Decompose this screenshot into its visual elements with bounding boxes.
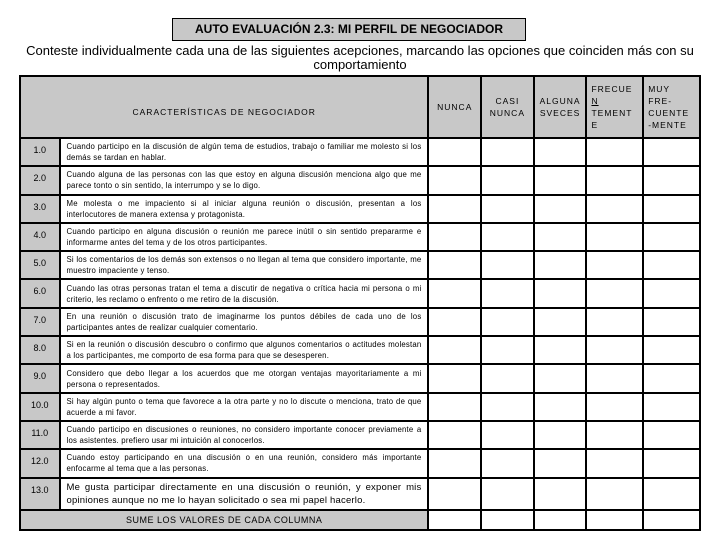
item-number: 8.0: [20, 336, 60, 364]
answer-cell[interactable]: [586, 478, 643, 510]
item-text: Si hay algún punto o tema que favorece a la otra parte y no lo discute o menciona, trato de que acuerde a mi favor.: [60, 393, 429, 421]
item-number: 9.0: [20, 364, 60, 392]
answer-cell[interactable]: [643, 138, 700, 166]
answer-cell[interactable]: [586, 308, 643, 336]
item-text: Considero que debo llegar a los acuerdos que me otorgan ventajas mayoritariamente a mi persona o representados.: [60, 364, 429, 392]
table-row: [20, 308, 700, 336]
answer-cell[interactable]: [643, 251, 700, 279]
table-row: [20, 421, 700, 449]
item-text: Si en la reunión o discusión descubro o confirmo que algunos comentarios o actitudes molestan a los participantes, me comporto de esa forma para que se desesperen.: [60, 336, 429, 364]
item-number: 6.0: [20, 279, 60, 307]
answer-cell[interactable]: [428, 449, 481, 477]
answer-cell[interactable]: [643, 449, 700, 477]
sum-cell[interactable]: [481, 510, 534, 530]
item-number: 10.0: [20, 393, 60, 421]
answer-cell[interactable]: [481, 223, 534, 251]
answer-cell[interactable]: [428, 421, 481, 449]
answer-cell[interactable]: [586, 393, 643, 421]
answer-cell[interactable]: [586, 364, 643, 392]
answer-cell[interactable]: [643, 364, 700, 392]
page-title: AUTO EVALUACIÓN 2.3: MI PERFIL DE NEGOCIADOR: [172, 18, 526, 41]
answer-cell[interactable]: [643, 478, 700, 510]
sum-cell[interactable]: [428, 510, 481, 530]
answer-cell[interactable]: [428, 195, 481, 223]
answer-cell[interactable]: [481, 364, 534, 392]
item-number: 12.0: [20, 449, 60, 477]
item-number: 4.0: [20, 223, 60, 251]
evaluation-table: [19, 75, 701, 531]
option-header-algunas-veces: ALGUNA SVECES: [534, 76, 587, 138]
table-row: [20, 478, 700, 510]
answer-cell[interactable]: [481, 166, 534, 194]
answer-cell[interactable]: [534, 251, 587, 279]
answer-cell[interactable]: [428, 393, 481, 421]
item-number: 5.0: [20, 251, 60, 279]
answer-cell[interactable]: [643, 393, 700, 421]
item-text: Cuando estoy participando en una discusión o en una reunión, considero más importante enfocarme al tema que a las personas.: [60, 449, 429, 477]
item-number: 1.0: [20, 138, 60, 166]
sum-cell[interactable]: [534, 510, 587, 530]
answer-cell[interactable]: [534, 449, 587, 477]
answer-cell[interactable]: [586, 336, 643, 364]
answer-cell[interactable]: [534, 336, 587, 364]
item-number: 13.0: [20, 478, 60, 510]
item-text: Cuando participo en alguna discusión o reunión me parece inútil o sin sentido prepararme e informarme antes del tema y de los otros participantes.: [60, 223, 429, 251]
answer-cell[interactable]: [481, 421, 534, 449]
item-number: 2.0: [20, 166, 60, 194]
item-text: Me molesta o me impaciento si al iniciar alguna reunión o discusión, presentan a los interlocutores de manera extensa y protagonista.: [60, 195, 429, 223]
item-text: Cuando alguna de las personas con las que estoy en alguna discusión menciona algo que me parece tonto o sin sentido, la interrumpo y se lo digo.: [60, 166, 429, 194]
sum-row: [20, 510, 700, 530]
answer-cell[interactable]: [428, 478, 481, 510]
option-header-muy-frecuentemente: MUY FRE- CUENTE -MENTE: [643, 76, 700, 138]
answer-cell[interactable]: [428, 336, 481, 364]
table-row: [20, 195, 700, 223]
item-text: En una reunión o discusión trato de imaginarme los puntos débiles de cada uno de los participantes antes de realizar cualquier comentario.: [60, 308, 429, 336]
option-header-frecuentemente: FRECUE N TEMENT E: [586, 76, 643, 138]
answer-cell[interactable]: [643, 421, 700, 449]
answer-cell[interactable]: [428, 223, 481, 251]
answer-cell[interactable]: [534, 308, 587, 336]
table-row: [20, 364, 700, 392]
answer-cell[interactable]: [586, 279, 643, 307]
answer-cell[interactable]: [586, 166, 643, 194]
answer-cell[interactable]: [586, 138, 643, 166]
option-header-nunca: NUNCA: [428, 76, 481, 138]
answer-cell[interactable]: [586, 251, 643, 279]
table-row: [20, 336, 700, 364]
answer-cell[interactable]: [428, 166, 481, 194]
answer-cell[interactable]: [643, 336, 700, 364]
answer-cell[interactable]: [481, 251, 534, 279]
table-row: [20, 138, 700, 166]
header-row: [20, 76, 700, 138]
answer-cell[interactable]: [481, 308, 534, 336]
answer-cell[interactable]: [428, 251, 481, 279]
item-text: Cuando participo en discusiones o reuniones, no considero importante conocer previamente a los asistentes. prefiero usar mi intuición al conocerlos.: [60, 421, 429, 449]
answer-cell[interactable]: [534, 195, 587, 223]
answer-cell[interactable]: [534, 364, 587, 392]
answer-cell[interactable]: [534, 138, 587, 166]
answer-cell[interactable]: [534, 393, 587, 421]
answer-cell[interactable]: [643, 279, 700, 307]
table-row: [20, 393, 700, 421]
table-row: [20, 223, 700, 251]
answer-cell[interactable]: [428, 364, 481, 392]
answer-cell[interactable]: [643, 308, 700, 336]
answer-cell[interactable]: [534, 478, 587, 510]
answer-cell[interactable]: [534, 223, 587, 251]
answer-cell[interactable]: [428, 308, 481, 336]
table-row: [20, 166, 700, 194]
sum-cell[interactable]: [643, 510, 700, 530]
answer-cell[interactable]: [428, 138, 481, 166]
item-number: 3.0: [20, 195, 60, 223]
instructions: Conteste individualmente cada una de las siguientes acepciones, marcando las opciones que coinciden más con su comportamiento: [26, 43, 694, 72]
answer-cell[interactable]: [481, 336, 534, 364]
answer-cell[interactable]: [586, 195, 643, 223]
answer-cell[interactable]: [481, 449, 534, 477]
answer-cell[interactable]: [534, 421, 587, 449]
sum-label: SUME LOS VALORES DE CADA COLUMNA: [20, 510, 428, 530]
item-number: 7.0: [20, 308, 60, 336]
answer-cell[interactable]: [643, 166, 700, 194]
answer-cell[interactable]: [481, 138, 534, 166]
item-number: 11.0: [20, 421, 60, 449]
item-text: Cuando las otras personas tratan el tema a discutir de negativa o crítica hacia mi persona o mi criterio, les reclamo o enfrento o me retiro de la discusión.: [60, 279, 429, 307]
sum-cell[interactable]: [586, 510, 643, 530]
answer-cell[interactable]: [534, 166, 587, 194]
item-text: Cuando participo en la discusión de algún tema de estudios, trabajo o familiar me molesto si los demás se tardan en hablar.: [60, 138, 429, 166]
item-text: Me gusta participar directamente en una discusión o reunión, y exponer mis opiniones aunque no me lo hayan solicitado o sea mi papel hacerlo.: [60, 478, 429, 510]
table-row: [20, 251, 700, 279]
table-row: [20, 449, 700, 477]
answer-cell[interactable]: [586, 421, 643, 449]
answer-cell[interactable]: [481, 393, 534, 421]
answer-cell[interactable]: [481, 279, 534, 307]
answer-cell[interactable]: [586, 449, 643, 477]
answer-cell[interactable]: [481, 195, 534, 223]
answer-cell[interactable]: [481, 478, 534, 510]
answer-cell[interactable]: [643, 195, 700, 223]
answer-cell[interactable]: [534, 279, 587, 307]
characteristics-header: CARACTERÍSTICAS DE NEGOCIADOR: [20, 76, 428, 138]
answer-cell[interactable]: [586, 223, 643, 251]
item-text: Si los comentarios de los demás son extensos o no llegan al tema que considero importante, me muestro impaciente y tenso.: [60, 251, 429, 279]
table-row: [20, 279, 700, 307]
answer-cell[interactable]: [428, 279, 481, 307]
option-header-casi-nunca: CASI NUNCA: [481, 76, 534, 138]
answer-cell[interactable]: [643, 223, 700, 251]
